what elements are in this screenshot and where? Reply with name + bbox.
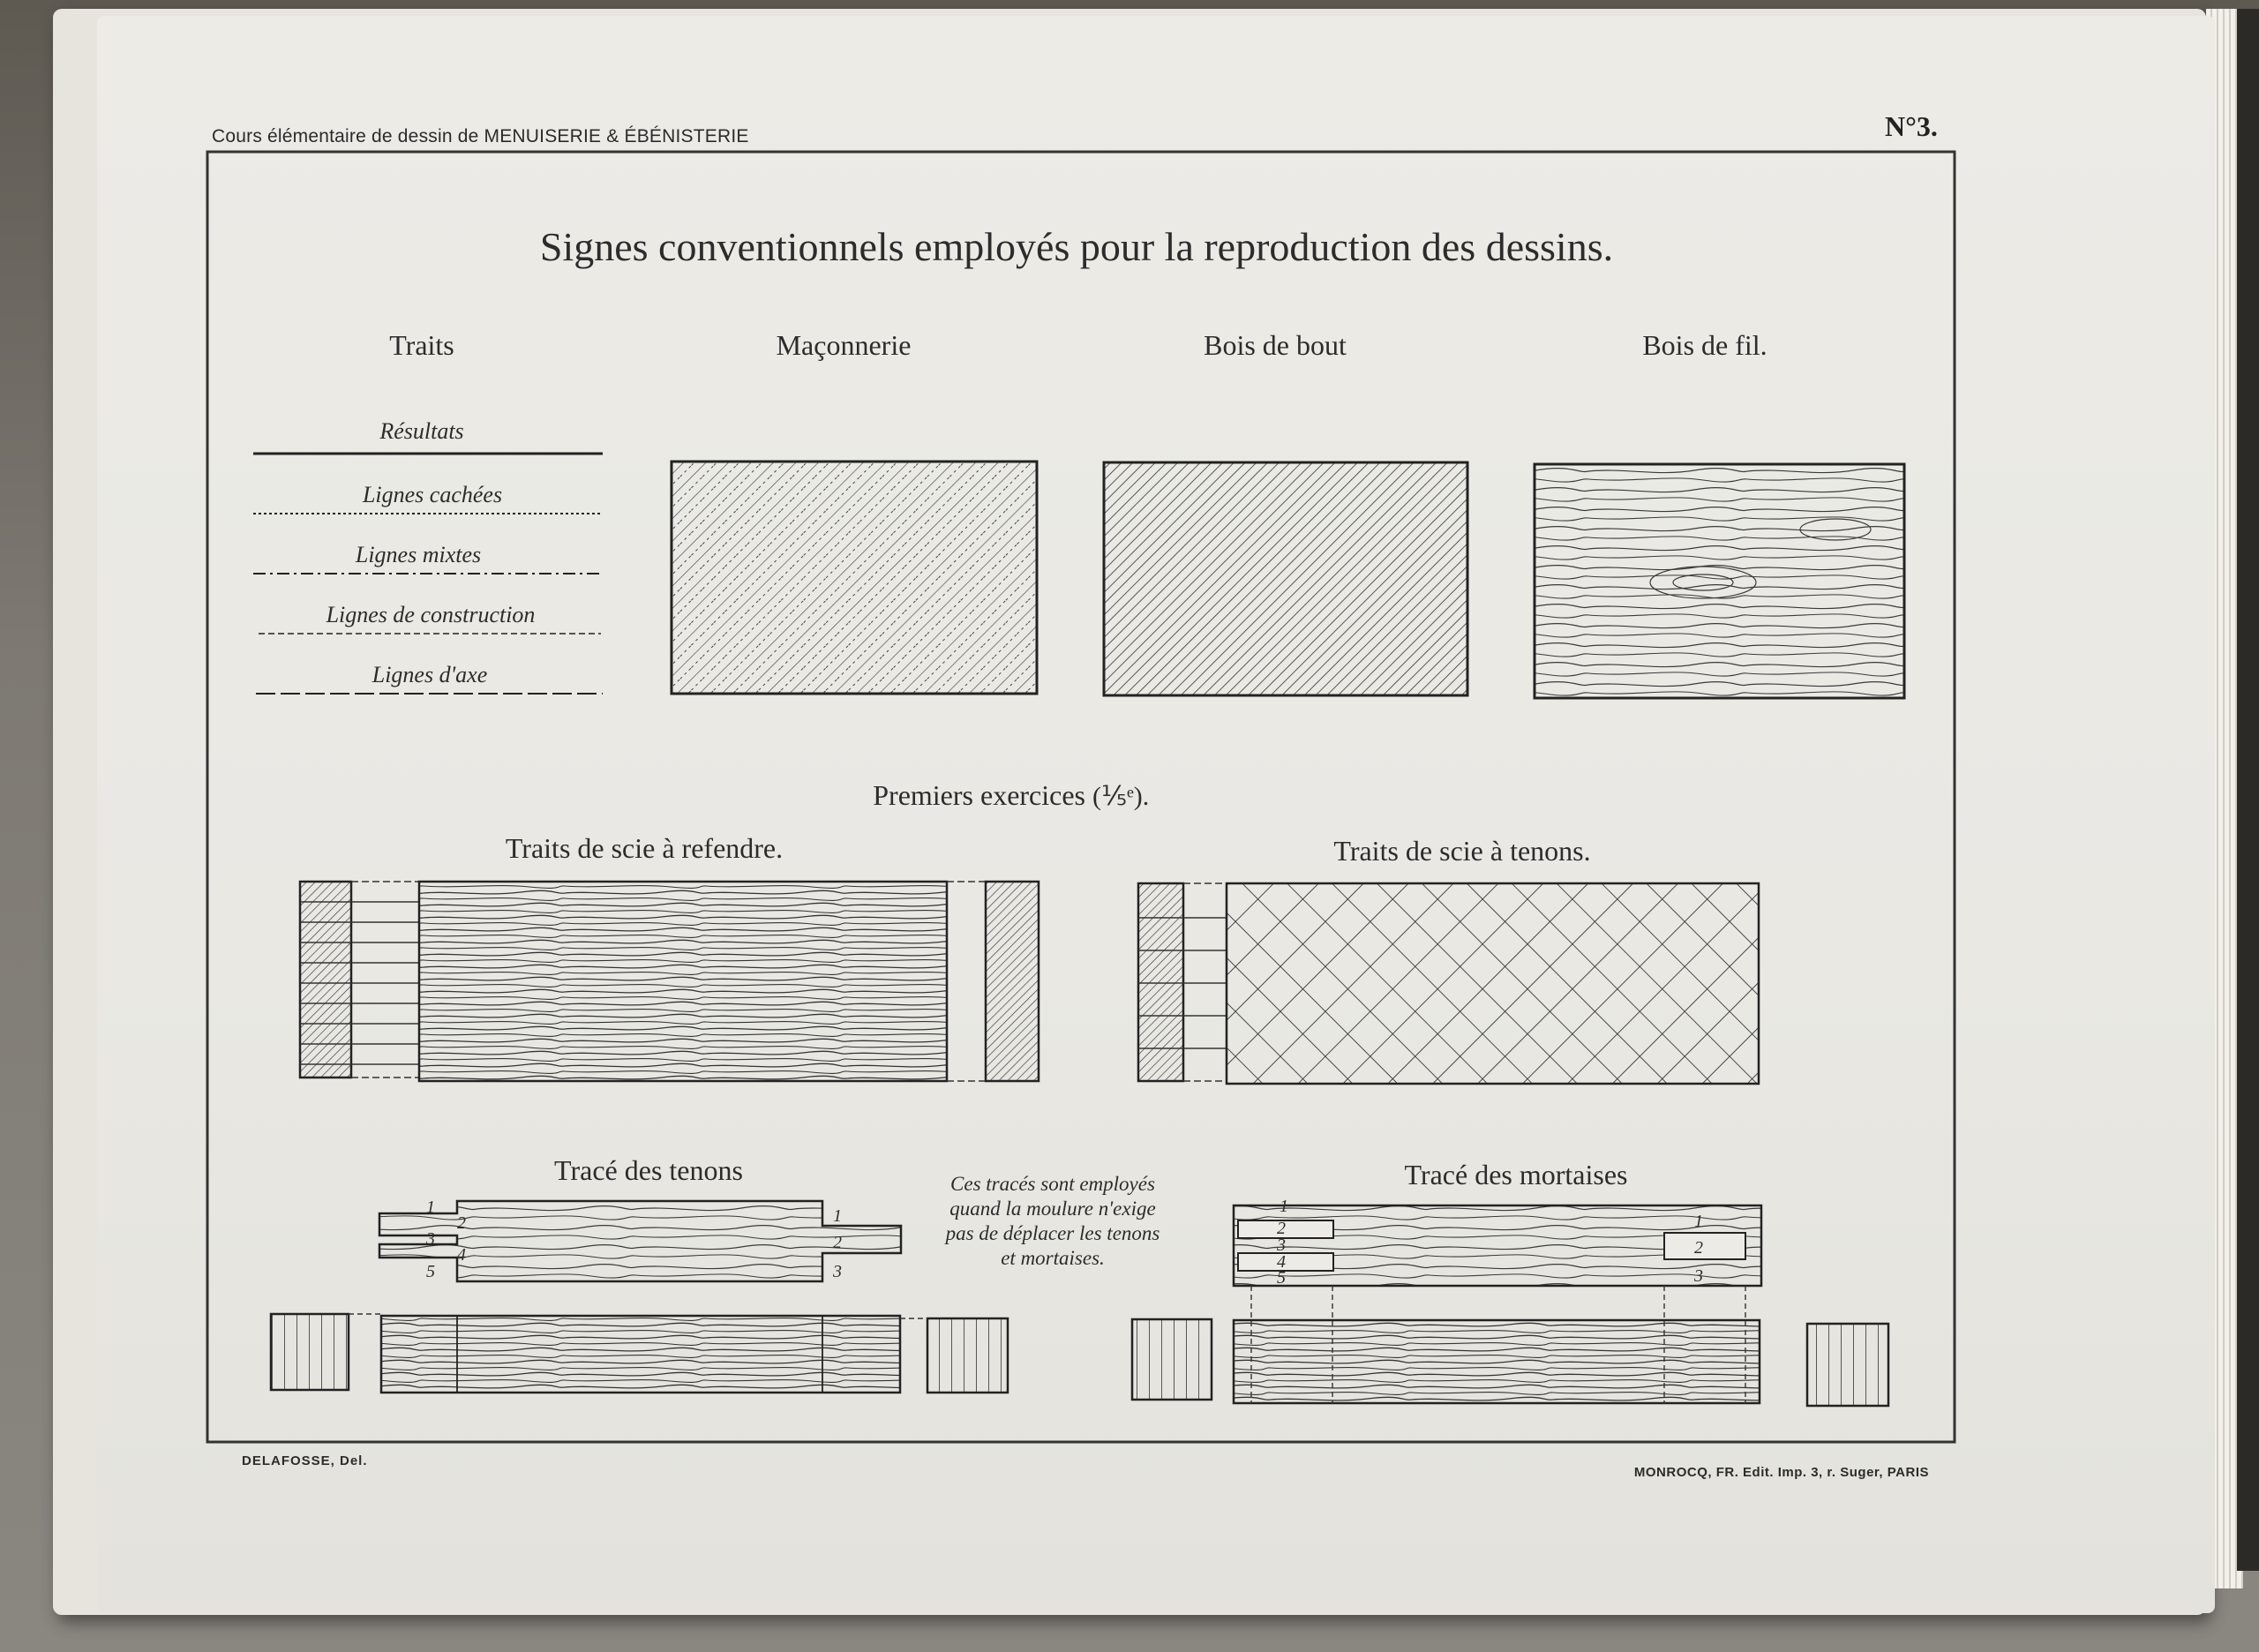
tenon-num-5: 5 — [426, 1262, 435, 1281]
course-title: Cours élémentaire de dessin de MENUISERIE & ÉBÉNISTERIE — [212, 126, 749, 146]
mortise-plan — [1234, 1197, 1761, 1288]
line-label-construction: Lignes de construction — [326, 602, 536, 627]
tenon-right-2: 2 — [833, 1233, 842, 1252]
tenon-num-1: 1 — [426, 1198, 435, 1217]
plate-number: N°3. — [1885, 110, 1938, 142]
sample-maconnerie — [672, 462, 1037, 694]
mortise-num-4: 4 — [1277, 1252, 1286, 1272]
note-line-4: et mortaises. — [1001, 1247, 1105, 1269]
rip-saw-figure — [300, 882, 1039, 1081]
tenon-right-3: 3 — [833, 1262, 842, 1281]
note-line-2: quand la moulure n'exige — [949, 1198, 1156, 1220]
line-label-resultats: Résultats — [379, 418, 464, 444]
tenon-num-2: 2 — [457, 1213, 466, 1233]
tenon-plan — [379, 1198, 901, 1281]
tenon-num-4: 4 — [457, 1245, 466, 1265]
tenon-saw-figure — [1138, 883, 1759, 1084]
line-label-axe: Lignes d'axe — [371, 662, 488, 687]
heading-saw-rip: Traits de scie à refendre. — [505, 832, 784, 864]
tenon-num-3: 3 — [426, 1229, 435, 1249]
footer-left: DELAFOSSE, Del. — [242, 1453, 368, 1468]
tenon-right-1: 1 — [833, 1206, 842, 1226]
footer-right: MONROCQ, FR. Edit. Imp. 3, r. Suger, PARIS — [1633, 1465, 1929, 1480]
note-line-3: pas de déplacer les tenons — [945, 1222, 1160, 1244]
heading-bois-de-bout: Bois de bout — [1204, 329, 1347, 361]
line-label-mixtes: Lignes mixtes — [355, 542, 482, 567]
line-label-cachees: Lignes cachées — [362, 482, 503, 507]
exercises-scale: (⅕ᵉ). — [1092, 782, 1150, 811]
mortise-elevation — [1132, 1286, 1888, 1406]
heading-tenons: Tracé des tenons — [554, 1154, 743, 1186]
heading-saw-tenon: Traits de scie à tenons. — [1333, 835, 1591, 867]
main-title: Signes conventionnels employés pour la reproduction des dessins. — [539, 224, 1614, 269]
tenon-elevation — [271, 1314, 1008, 1393]
exercises-heading: Premiers exercices — [873, 779, 1085, 811]
mortise-right-1: 1 — [1694, 1212, 1703, 1231]
mortise-num-3: 3 — [1277, 1235, 1286, 1255]
mortise-num-5: 5 — [1277, 1268, 1286, 1288]
mortise-num-1: 1 — [1280, 1197, 1288, 1216]
heading-bois-de-fil: Bois de fil. — [1642, 329, 1767, 361]
mortise-num-2: 2 — [1277, 1219, 1286, 1238]
sample-bois-de-bout — [1104, 462, 1467, 695]
heading-maconnerie: Maçonnerie — [776, 329, 912, 361]
mortise-right-2: 2 — [1694, 1238, 1703, 1258]
mortise-right-3: 3 — [1694, 1266, 1703, 1286]
note-line-1: Ces tracés sont employés — [950, 1173, 1155, 1195]
sample-bois-de-fil — [1535, 464, 1904, 698]
heading-mortaises: Tracé des mortaises — [1404, 1159, 1628, 1190]
note-block — [944, 1173, 1160, 1269]
heading-traits: Traits — [389, 329, 454, 361]
